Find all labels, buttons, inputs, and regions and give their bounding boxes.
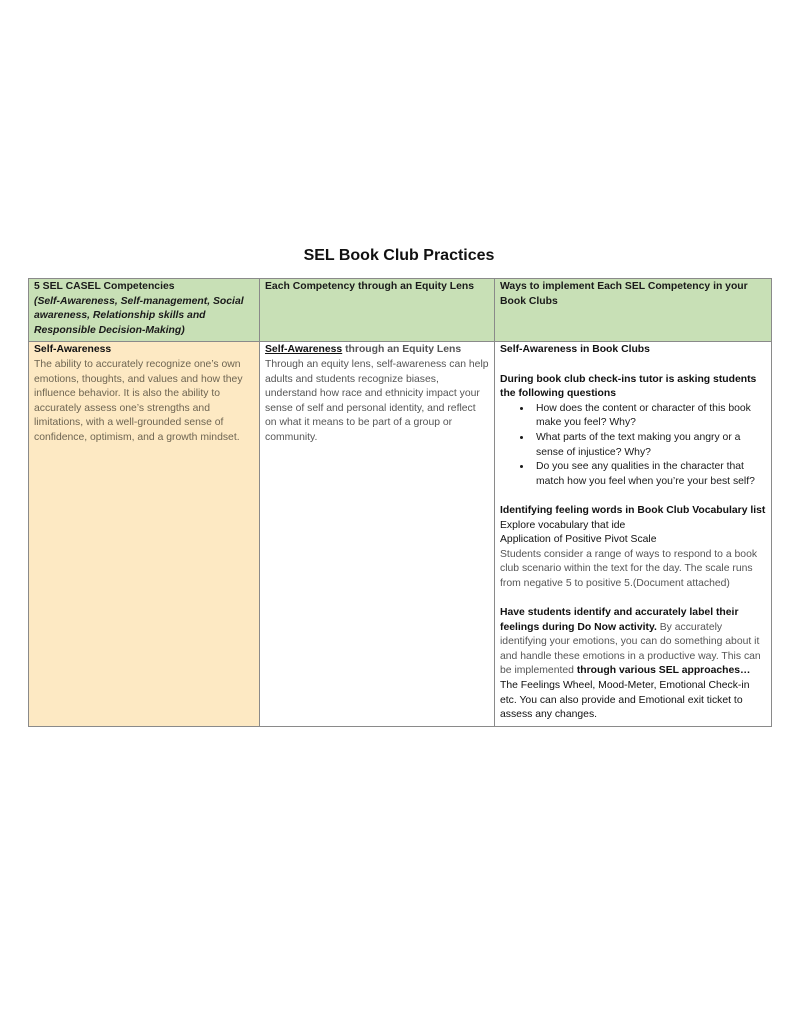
equity-heading-rest: through an Equity Lens [342, 344, 462, 356]
header-competencies [29, 279, 260, 342]
vocab-body: Students consider a range of ways to respond to a book club scenario within the text for the day. The scale runs from negative 5 to positive 5.(Document attached) [500, 548, 758, 589]
equity-body: Through an equity lens, self-awareness can help adults and students recognize biases, understand how race and ethnicity impact your sense of self and personal identity, and reflect on what it means to be part of a group or community. [265, 358, 489, 443]
competency-description: The ability to accurately recognize one’s own emotions, thoughts, and values and how they influence behavior. It is also the ability to accurately assess one’s strengths and limitations, with a well-grounded sense of confidence, optimism, and a growth mindset. [34, 358, 243, 443]
equity-heading [265, 343, 489, 358]
list-item: • How does the content or character of this book make you feel? Why? [532, 402, 766, 431]
header-row [29, 279, 772, 342]
equity-lens-cell [260, 342, 495, 726]
list-item: • Do you see any qualities in the character that match how you feel when you’re your best self? [532, 460, 766, 489]
ways-heading: Self-Awareness in Book Clubs [500, 344, 650, 356]
donow-tail: The Feelings Wheel, Mood-Meter, Emotional Check-in etc. You can also provide and Emotional exit ticket to assess any changes. [500, 680, 750, 721]
donow-heading: Have students identify and accurately label their feelings during Do Now activity. [500, 607, 739, 633]
list-item: • What parts of the text making you angry or a sense of injustice? Why? [532, 431, 766, 460]
donow-bold: through various SEL approaches… [576, 665, 751, 677]
page-title: SEL Book Club Practices [303, 247, 495, 264]
equity-heading-underlined: Self-Awareness [265, 344, 343, 356]
vocab-line-2: Application of Positive Pivot Scale [500, 534, 657, 546]
table-row [29, 342, 772, 726]
sel-practices-table [28, 278, 772, 727]
header-competencies-list: (Self-Awareness, Self-management, Social awareness, Relationship skills and Responsible Decision-Making) [34, 295, 244, 336]
vocab-heading: Identifying feeling words in Book Club Vocabulary list [500, 504, 766, 516]
vocab-line-1: Explore vocabulary that ide [500, 519, 626, 531]
question-list [500, 402, 766, 490]
header-competencies-title: 5 SEL CASEL Competencies [34, 281, 175, 292]
header-equity-lens: Each Competency through an Equity Lens [260, 279, 495, 342]
ways-cell [495, 342, 772, 726]
checkin-heading: During book club check-ins tutor is asking students the following questions [500, 373, 757, 400]
competency-cell [29, 342, 260, 726]
header-ways-to-implement: Ways to implement Each SEL Competency in your Book Clubs [495, 279, 772, 342]
donow-body: By accurately identifying your emotions, you can do something about it and handle these emotions in a productive way. This can be implemented [500, 621, 761, 677]
competency-name: Self-Awareness [34, 344, 112, 356]
donow-paragraph [500, 606, 766, 679]
